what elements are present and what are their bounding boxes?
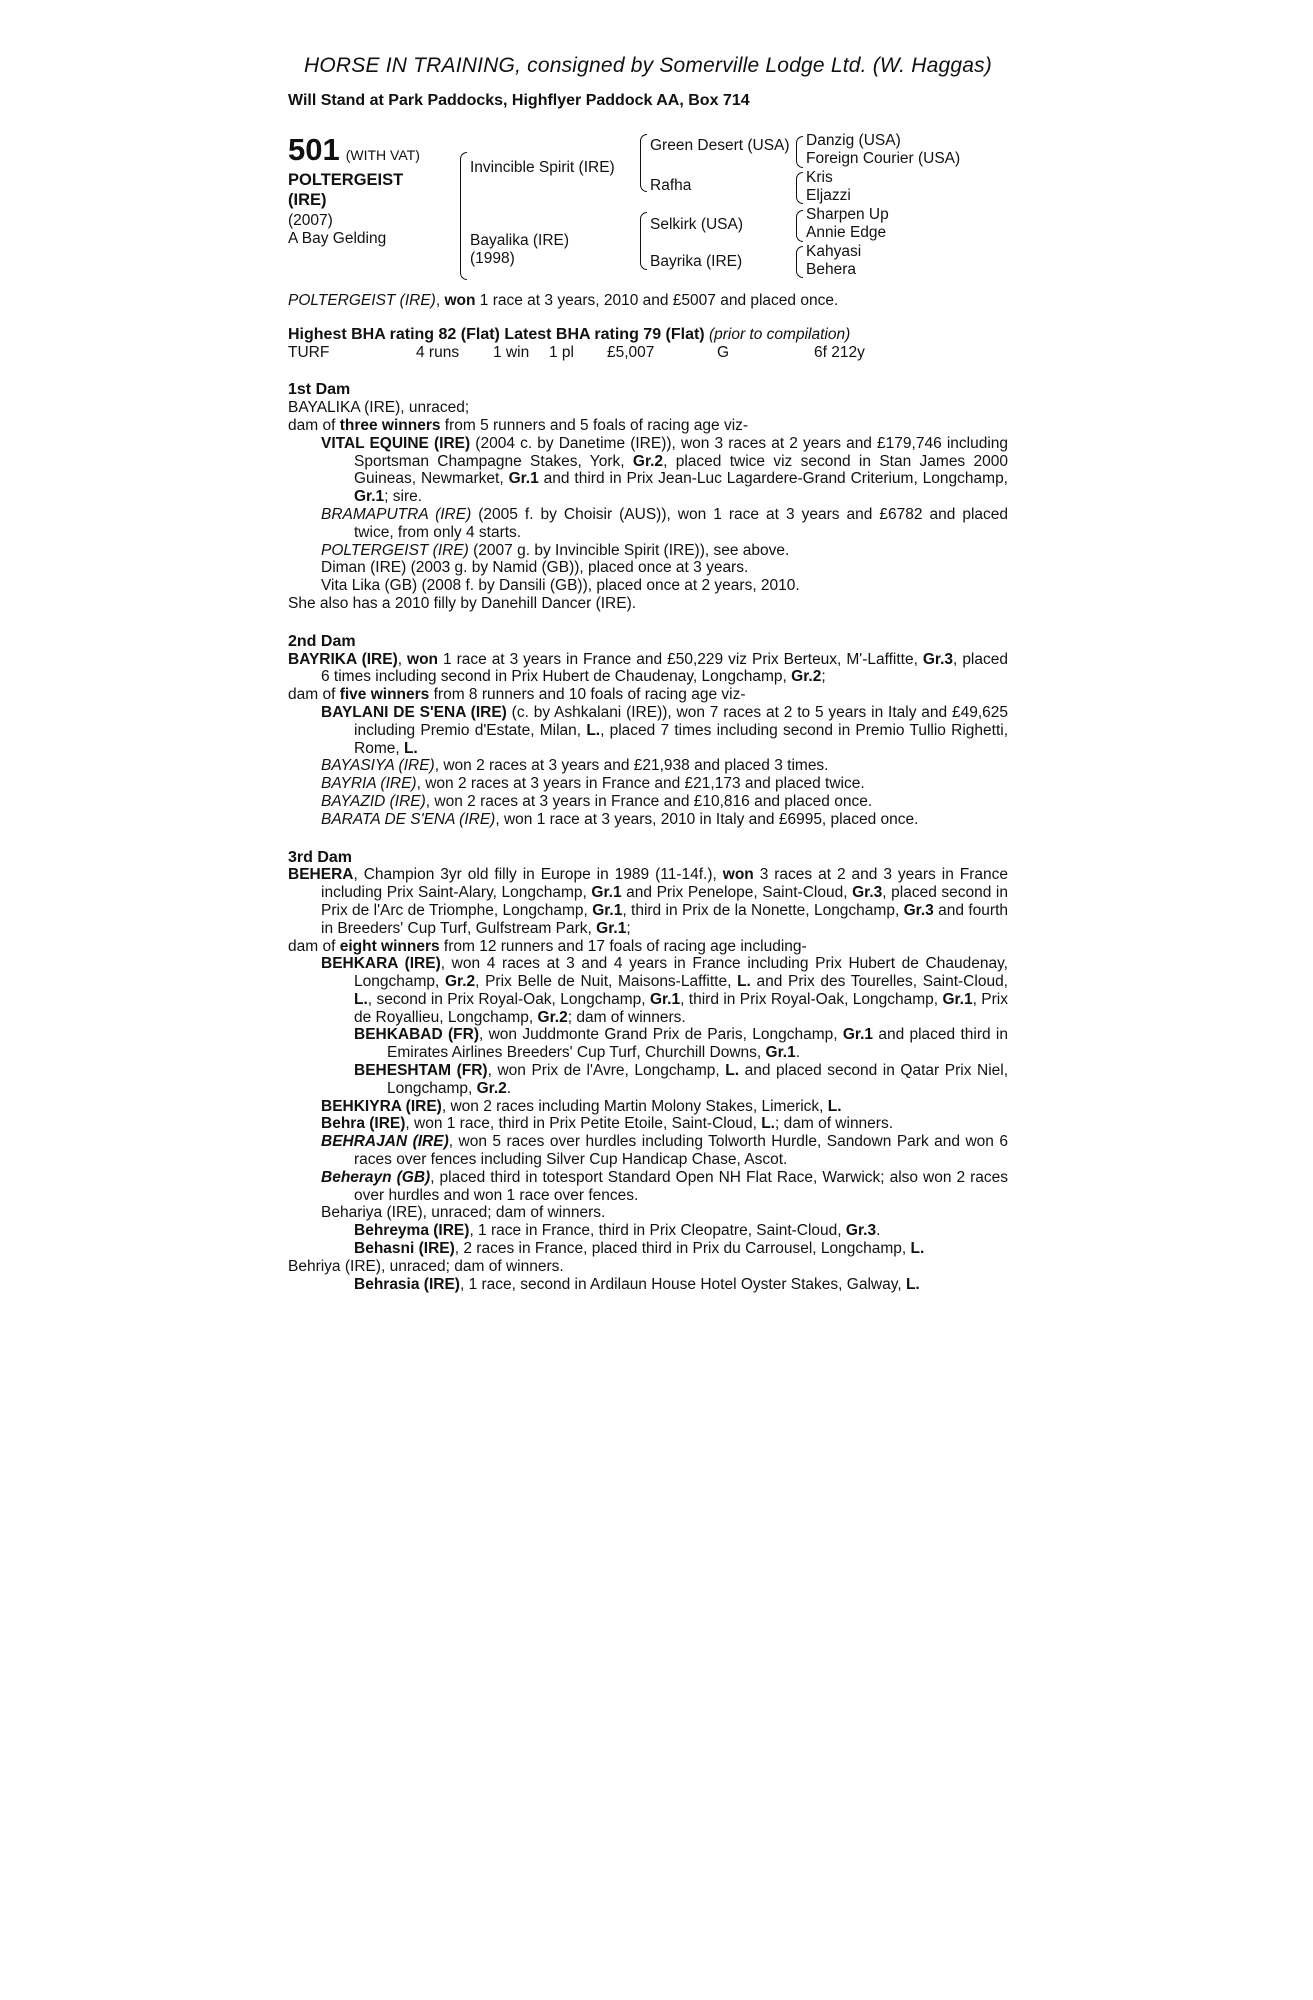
progeny-entry: Behra (IRE), won 1 race, third in Prix Petite Etoile, Saint-Cloud, L.; dam of winners. (321, 1115, 894, 1133)
horse-name: POLTERGEIST (IRE) (288, 171, 404, 209)
pedigree-sdd: Eljazzi (806, 187, 851, 204)
pedigree-sire-dam: Rafha (650, 177, 692, 194)
rating-block (288, 326, 1008, 362)
progeny-entry: Beherayn (GB), placed third in totesport Standard Open NH Flat Race, Warwick; also won 2 races over hurdles and won 1 race over fences. (321, 1168, 1009, 1204)
pedigree-brace (796, 210, 803, 242)
progeny-entry: BAYRIA (IRE), won 2 races at 3 years in France and £21,173 and placed twice. (321, 775, 865, 793)
lot-number: 501 (WITH VAT) (288, 132, 420, 167)
turf-record: TURF 4 runs 1 win 1 pl £5,007 G 6f 212y (288, 343, 865, 361)
race-summary: POLTERGEIST (IRE), won 1 race at 3 years, 2010 and £5007 and placed once. (288, 292, 839, 309)
pedigree-ddd: Behera (806, 261, 856, 278)
catalogue-page (288, 54, 1008, 1293)
pedigree-sds: Kris (806, 169, 833, 186)
pedigree-brace (796, 172, 803, 204)
pedigree-brace (460, 152, 467, 280)
rating-note: (prior to compilation) (708, 325, 851, 343)
progeny-entry: Behariya (IRE), unraced; dam of winners. (321, 1204, 606, 1222)
second-dam-section: 2nd Dam BAYRIKA (IRE), won 1 race at 3 years in France and £50,229 viz Prix Berteux, M'-Laffitte, Gr.3, placed 6 times including second in Prix Hubert de Chaudenay, Longchamp, Gr.2; dam of five winners from 8 runners and 10 foals of racing age viz- BAYLANI DE S'ENA (IRE) (c. by Ashkalani (IRE)), won 7 races at 2 to 5 years in Italy and £49,625 including Premio d'Estate, Milan, L., placed 7 times including second in Premio Tullio Righetti, Rome, L. BAYASIYA (IRE), won 2 races at 3 years and £21,938 and placed 3 times. BAYRIA (IRE), won 2 races at 3 years in France and £21,173 and placed twice. BAYAZID (IRE), won 2 races at 3 years in France and £10,816 and placed once. BARATA DE S'ENA (IRE), won 1 race at 3 years, 2010 in Italy and £6995, placed once. (288, 632, 1008, 828)
pedigree-sss: Danzig (USA) (806, 132, 901, 149)
pedigree-dsd: Annie Edge (806, 224, 887, 241)
progeny-entry: POLTERGEIST (IRE) (2007 g. by Invincible Spirit (IRE)), see above. (321, 541, 790, 559)
progeny-entry: Diman (IRE) (2003 g. by Namid (GB)), placed once at 3 years. (321, 559, 749, 577)
second-dam-heading: 2nd Dam (288, 632, 356, 650)
progeny-entry: BRAMAPUTRA (IRE) (2005 f. by Choisir (AUS)), won 1 race at 3 years and £6782 and placed twice, from only 4 starts. (321, 505, 1008, 541)
rating-text: Highest BHA rating 82 (Flat) Latest BHA rating 79 (Flat) (288, 325, 705, 343)
progeny-entry: BEHKABAD (FR), won Juddmonte Grand Prix de Paris, Longchamp, Gr.1 and placed third in Emirates Airlines Breeders' Cup Turf, Churchill Downs, Gr.1. (354, 1026, 1008, 1062)
progeny-entry: BAYASIYA (IRE), won 2 races at 3 years and £21,938 and placed 3 times. (321, 757, 829, 775)
progeny-entry: VITAL EQUINE (IRE) (2004 c. by Danetime (IRE)), won 3 races at 2 years and £179,746 including Sportsman Champagne Stakes, York, Gr.2, placed twice viz second in Stan James 2000 Guineas, Newmarket, Gr.1 and third in Prix Jean-Luc Lagardere-Grand Criterium, Longchamp, Gr.1; sire. (321, 434, 1009, 506)
progeny-entry: Behreyma (IRE), 1 race in France, third in Prix Cleopatre, Saint-Cloud, Gr.3. (354, 1222, 881, 1240)
progeny-entry: BAYAZID (IRE), won 2 races at 3 years in France and £10,816 and placed once. (321, 792, 873, 810)
pedigree-brace (640, 212, 647, 270)
progeny-entry: Vita Lika (GB) (2008 f. by Dansili (GB)), placed once at 2 years, 2010. (321, 577, 800, 595)
pedigree-brace (640, 134, 647, 192)
first-dam-section: 1st Dam BAYALIKA (IRE), unraced; dam of three winners from 5 runners and 5 foals of racing age viz- VITAL EQUINE (IRE) (2004 c. by Danetime (IRE)), won 3 races at 2 years and £179,746 including Sportsman Champagne Stakes, York, Gr.2, placed twice viz second in Stan James 2000 Guineas, Newmarket, Gr.1 and third in Prix Jean-Luc Lagardere-Grand Criterium, Longchamp, Gr.1; sire. BRAMAPUTRA (IRE) (2005 f. by Choisir (AUS)), won 1 race at 3 years and £6782 and placed twice, from only 4 starts. POLTERGEIST (IRE) (2007 g. by Invincible Spirit (IRE)), see above. Diman (IRE) (2003 g. by Namid (GB)), placed once at 3 years. Vita Lika (GB) (2008 f. by Dansili (GB)), placed once at 2 years, 2010. She also has a 2010 filly by Danehill Dancer (IRE). (288, 381, 1009, 612)
horse-year: (2007) (288, 212, 333, 229)
progeny-entry: Behrasia (IRE), 1 race, second in Ardilaun House Hotel Oyster Stakes, Galway, L. (354, 1275, 920, 1293)
progeny-entry: BEHKIYRA (IRE), won 2 races including Martin Molony Stakes, Limerick, L. (321, 1097, 842, 1115)
pedigree-dds: Kahyasi (806, 243, 862, 260)
progeny-entry: Behriya (IRE), unraced; dam of winners. (288, 1257, 564, 1275)
third-dam-section: 3rd Dam BEHERA, Champion 3yr old filly in Europe in 1989 (11-14f.), won 3 races at 2 and 3 years in France including Prix Saint-Alary, Longchamp, Gr.1 and Prix Penelope, Saint-Cloud, Gr.3, placed second in Prix de l'Arc de Triomphe, Longchamp, Gr.1, third in Prix de la Nonette, Longchamp, Gr.3 and fourth in Breeders' Cup Turf, Gulfstream Park, Gr.1; dam of eight winners from 12 runners and 17 foals of racing age including- BEHKARA (IRE), won 4 races at 3 and 4 years in France including Prix Hubert de Chaudenay, Longchamp, Gr.2, Prix Belle de Nuit, Maisons-Laffitte, L. and Prix des Tourelles, Saint-Cloud, L., second in Prix Royal-Oak, Longchamp, Gr.1, third in Prix Royal-Oak, Longchamp, Gr.1, Prix de Royallieu, Longchamp, Gr.2; dam of winners. BEHKABAD (FR), won Juddmonte Grand Prix de Paris, Longchamp, Gr.1 and placed third in Emirates Airlines Breeders' Cup Turf, Churchill Downs, Gr.1. BEHESHTAM (FR), won Prix de l'Avre, Longchamp, L. and placed second in Qatar Prix Niel, Longchamp, Gr.2. BEHKIYRA (IRE), won 2 races including Martin Molony Stakes, Limerick, L. Behra (IRE), won 1 race, third in Prix Petite Etoile, Saint-Cloud, L.; dam of winners. BEHRAJAN (IRE), won 5 races over hurdles including Tolworth Hurdle, Sandown Park and won 6 races over fences including Silver Cup Handicap Chase, Ascot. Beherayn (GB), placed third in totesport Standard Open NH Flat Race, Warwick; also won 2 races over hurdles and won 1 race over fences. Behariya (IRE), unraced; dam of winners. Behreyma (IRE), 1 race in France, third in Prix Cleopatre, Saint-Cloud, Gr.3. Behasni (IRE), 2 races in France, placed third in Prix du Carrousel, Longchamp, L. Behriya (IRE), unraced; dam of winners. Behrasia (IRE), 1 race, second in Ardilaun House Hotel Oyster Stakes, Galway, L. (288, 848, 1009, 1293)
pedigree-table (288, 132, 1008, 282)
progeny-entry: Behasni (IRE), 2 races in France, placed third in Prix du Carrousel, Longchamp, L. (354, 1240, 925, 1258)
pedigree-dam-sire: Selkirk (USA) (650, 216, 744, 233)
progeny-entry: BARATA DE S'ENA (IRE), won 1 race at 3 years, 2010 in Italy and £6995, placed once. (321, 810, 919, 828)
progeny-entry: BEHRAJAN (IRE), won 5 races over hurdles including Tolworth Hurdle, Sandown Park and won 6 races over fences including Silver Cup Handicap Chase, Ascot. (321, 1133, 1008, 1169)
first-dam-heading: 1st Dam (288, 381, 351, 399)
pedigree-dam-dam: Bayrika (IRE) (650, 253, 743, 270)
pedigree-sire: Invincible Spirit (IRE) (470, 159, 615, 176)
pedigree-brace (796, 136, 803, 168)
pedigree-brace (796, 246, 803, 278)
pedigree-ssd: Foreign Courier (USA) (806, 150, 961, 167)
horse-description: A Bay Gelding (288, 230, 387, 247)
pedigree-sire-sire: Green Desert (USA) (650, 137, 790, 154)
pedigree-dam: Bayalika (IRE) (470, 232, 570, 249)
consignment-header: HORSE IN TRAINING, consigned by Somerville Lodge Ltd. (W. Haggas) (304, 54, 992, 77)
stand-location: Will Stand at Park Paddocks, Highflyer Paddock AA, Box 714 (288, 92, 750, 109)
progeny-entry: BEHESHTAM (FR), won Prix de l'Avre, Longchamp, L. and placed second in Qatar Prix Niel, Longchamp, Gr.2. (354, 1062, 1009, 1097)
progeny-entry: BEHKARA (IRE), won 4 races at 3 and 4 years in France including Prix Hubert de Chaudenay, Longchamp, Gr.2, Prix Belle de Nuit, Maisons-Laffitte, L. and Prix des Tourelles, Saint-Cloud, L., second in Prix Royal-Oak, Longchamp, Gr.1, third in Prix Royal-Oak, Longchamp, Gr.1, Prix de Royallieu, Longchamp, Gr.2; dam of winners. (321, 955, 1009, 1026)
third-dam-heading: 3rd Dam (288, 848, 353, 866)
pedigree-dss: Sharpen Up (806, 206, 889, 223)
progeny-entry: BAYLANI DE S'ENA (IRE) (c. by Ashkalani (IRE)), won 7 races at 2 to 5 years in Italy and £49,625 including Premio d'Estate, Milan, L., placed 7 times including second in Premio Tullio Righetti, Rome, L. (321, 703, 1008, 757)
pedigree-dam-year: (1998) (470, 250, 515, 267)
